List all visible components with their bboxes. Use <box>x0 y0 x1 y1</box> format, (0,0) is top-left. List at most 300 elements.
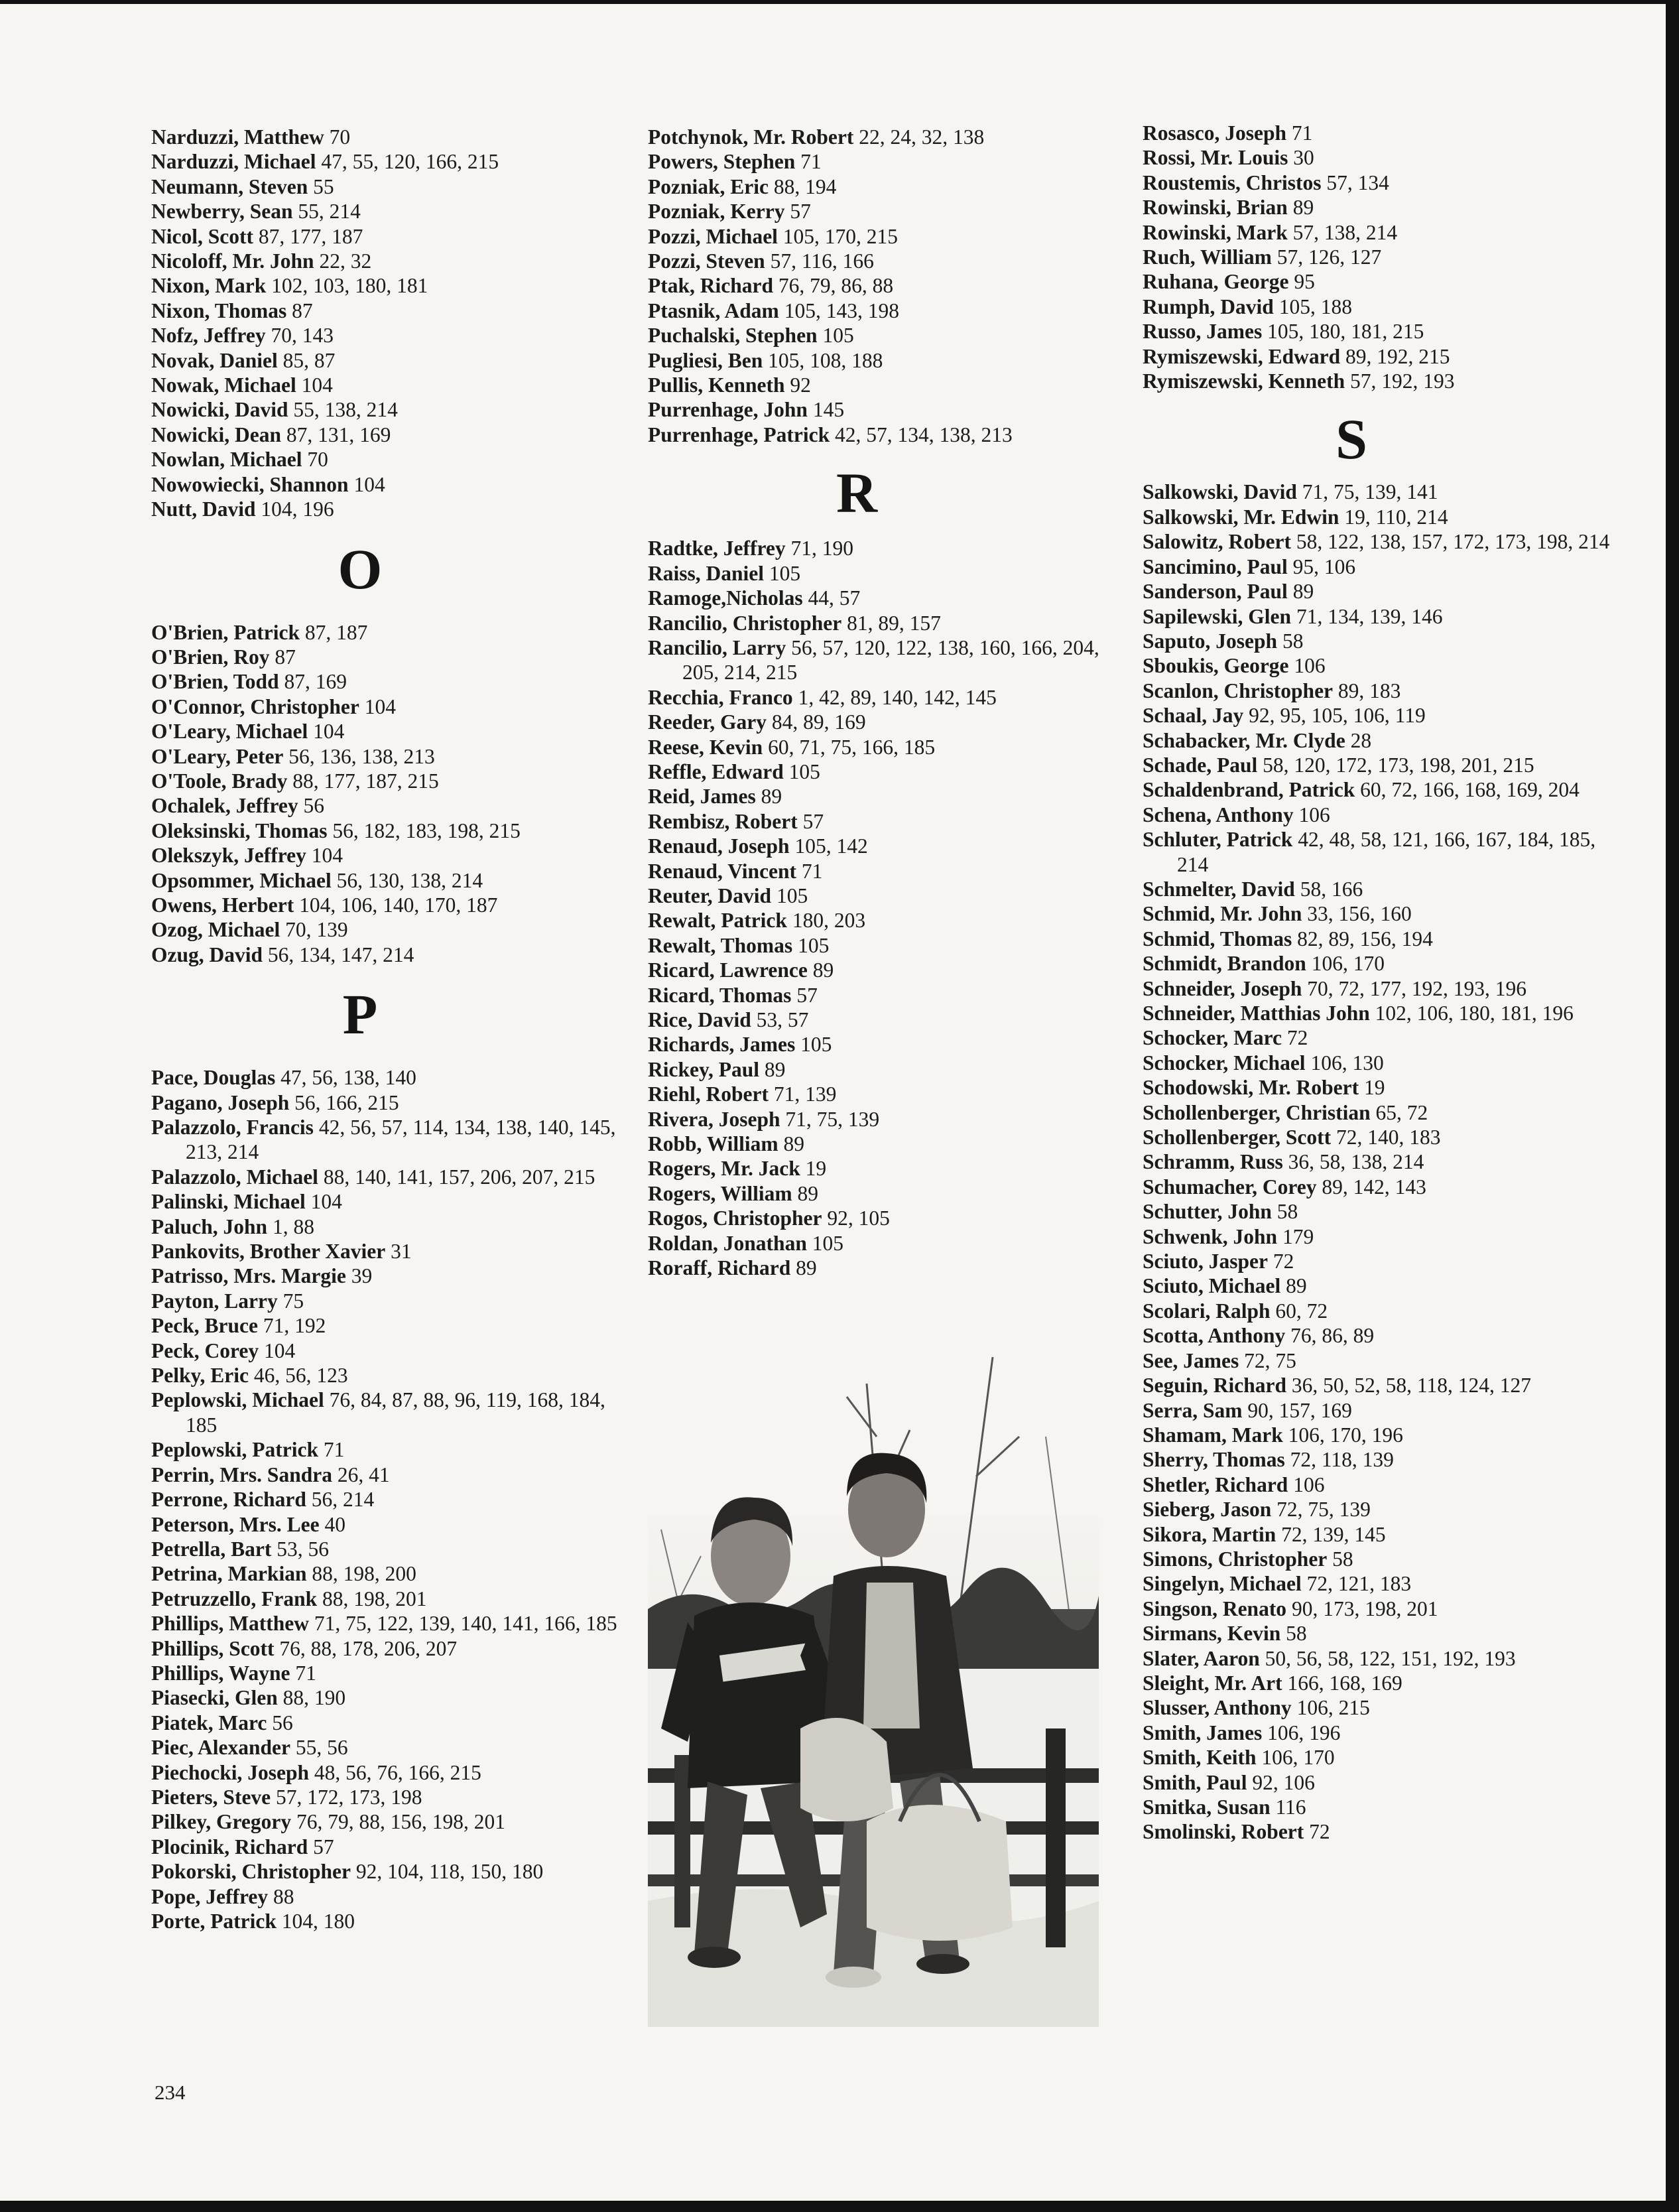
entry-pages: 47, 56, 138, 140 <box>280 1066 416 1090</box>
index-entry <box>1143 1472 1620 1497</box>
entry-pages: 71 <box>323 1438 345 1462</box>
entry-pages: 179 <box>1282 1224 1314 1248</box>
entry-name: O'Toole, Brady <box>151 769 288 793</box>
entry-name: Rogers, William <box>648 1181 792 1205</box>
entry-name: Smith, Keith <box>1143 1746 1257 1770</box>
index-entry <box>151 1835 629 1859</box>
index-entry <box>648 1231 1125 1256</box>
index-entry <box>151 1363 629 1388</box>
entry-name: Schneider, Joseph <box>1143 976 1302 1000</box>
index-entry <box>648 1057 1125 1082</box>
entry-pages: 104 <box>301 373 333 397</box>
entry-pages: 166, 168, 169 <box>1287 1671 1402 1695</box>
index-entry <box>151 1884 629 1909</box>
entry-pages: 70, 143 <box>271 324 334 348</box>
entry-pages: 95 <box>1294 270 1315 294</box>
index-entry <box>151 1065 629 1090</box>
entry-name: Puchalski, Stephen <box>648 324 818 348</box>
entry-pages: 56, 136, 138, 213 <box>288 744 435 768</box>
index-entry <box>648 586 1125 610</box>
entry-name: Smolinski, Robert <box>1143 1820 1304 1844</box>
entry-name: Sancimino, Paul <box>1143 554 1288 578</box>
index-entry <box>151 669 629 694</box>
entry-name: Ramoge,Nicholas <box>648 586 803 610</box>
index-entry <box>151 273 629 298</box>
index-entry <box>1143 604 1620 629</box>
index-entry <box>648 273 1125 298</box>
index-entry <box>151 249 629 273</box>
entry-name: Pozniak, Eric <box>648 174 769 198</box>
entry-pages: 1, 42, 89, 140, 142, 145 <box>798 685 997 709</box>
index-entry <box>151 447 629 472</box>
index-entry <box>1143 703 1620 728</box>
entry-name: Schena, Anthony <box>1143 803 1294 826</box>
index-entry <box>1143 1571 1620 1596</box>
entry-pages: 53, 57 <box>756 1008 809 1031</box>
entry-name: Rowinski, Brian <box>1143 196 1288 220</box>
entry-name: Petrella, Bart <box>151 1537 272 1561</box>
entry-name: Reid, James <box>648 785 756 809</box>
entry-name: Reffle, Edward <box>648 759 784 783</box>
entry-name: O'Leary, Peter <box>151 744 284 768</box>
entry-pages: 47, 55, 120, 166, 215 <box>321 150 499 174</box>
entry-name: Salkowski, David <box>1143 480 1297 504</box>
entry-pages: 88, 194 <box>773 174 837 198</box>
entry-name: Raiss, Daniel <box>648 561 765 585</box>
index-entry <box>151 1611 629 1636</box>
entry-pages: 105, 143, 198 <box>784 298 899 322</box>
entry-pages: 104, 196 <box>261 497 334 521</box>
index-entry <box>151 174 629 199</box>
entry-pages: 89, 192, 215 <box>1345 344 1450 368</box>
entry-name: Riehl, Robert <box>648 1082 769 1106</box>
entry-pages: 71 <box>800 150 822 174</box>
index-entry <box>648 908 1125 933</box>
index-entry <box>151 818 629 843</box>
entry-pages: 42, 57, 134, 138, 213 <box>835 423 1013 446</box>
entry-pages: 30 <box>1293 146 1314 170</box>
entry-name: Piatek, Marc <box>151 1711 267 1734</box>
index-entry <box>151 1214 629 1239</box>
index-entry <box>151 620 629 645</box>
index-entry <box>648 174 1125 199</box>
index-entry <box>1143 1795 1620 1819</box>
entry-name: Serra, Sam <box>1143 1398 1243 1422</box>
entry-pages: 87, 131, 169 <box>286 423 391 446</box>
entry-name: Salowitz, Robert <box>1143 530 1291 554</box>
index-entry <box>648 685 1125 710</box>
entry-name: Pozzi, Michael <box>648 224 778 248</box>
entry-name: O'Brien, Todd <box>151 670 279 694</box>
entry-pages: 1, 88 <box>272 1214 314 1238</box>
entry-pages: 44, 57 <box>808 586 861 610</box>
index-entry <box>1143 679 1620 703</box>
entry-name: Piechocki, Joseph <box>151 1760 310 1784</box>
entry-name: Pozzi, Steven <box>648 249 765 273</box>
entry-name: Rickey, Paul <box>648 1057 760 1081</box>
entry-pages: 104 <box>313 720 345 744</box>
index-entry <box>151 1388 629 1437</box>
entry-name: Sikora, Martin <box>1143 1522 1276 1546</box>
entry-name: Narduzzi, Matthew <box>151 125 324 149</box>
entry-name: O'Connor, Christopher <box>151 694 359 718</box>
index-entry <box>1143 1199 1620 1224</box>
index-entry <box>1143 529 1620 554</box>
entry-name: See, James <box>1143 1348 1239 1372</box>
entry-name: Scotta, Anthony <box>1143 1324 1286 1348</box>
entry-pages: 105 <box>822 324 854 348</box>
entry-name: Nixon, Thomas <box>151 298 287 322</box>
index-entry <box>1143 1745 1620 1770</box>
index-entry <box>151 125 629 149</box>
entry-name: Nicol, Scott <box>151 224 253 248</box>
entry-pages: 92, 95, 105, 106, 119 <box>1249 704 1426 728</box>
entry-pages: 70 <box>307 448 328 472</box>
entry-pages: 60, 71, 75, 166, 185 <box>768 735 936 759</box>
entry-name: Rancilio, Christopher <box>648 611 842 635</box>
entry-pages: 19 <box>1363 1076 1385 1100</box>
index-entry <box>1143 195 1620 220</box>
entry-pages: 36, 58, 138, 214 <box>1288 1150 1424 1174</box>
index-entry <box>648 536 1125 560</box>
entry-pages: 105, 108, 188 <box>768 348 883 372</box>
index-entry <box>1143 1770 1620 1795</box>
entry-name: Peplowski, Michael <box>151 1388 324 1412</box>
entry-pages: 56, 130, 138, 214 <box>336 868 483 892</box>
entry-pages: 71 <box>295 1661 316 1685</box>
index-column-right <box>1143 121 1620 1845</box>
index-entry <box>151 1785 629 1809</box>
index-entry <box>151 1685 629 1710</box>
index-entry <box>648 561 1125 586</box>
entry-name: Roustemis, Christos <box>1143 170 1322 194</box>
entry-pages: 180, 203 <box>792 909 866 933</box>
entry-name: Pankovits, Brother Xavier <box>151 1240 386 1264</box>
entry-pages: 39 <box>351 1264 373 1288</box>
index-entry <box>151 1661 629 1685</box>
entry-name: Schaal, Jay <box>1143 704 1244 728</box>
entry-pages: 19, 110, 214 <box>1344 505 1448 529</box>
entry-pages: 57, 192, 193 <box>1350 369 1455 393</box>
entry-pages: 22, 32 <box>319 249 372 273</box>
entry-name: Singson, Renato <box>1143 1596 1287 1620</box>
entry-pages: 55, 138, 214 <box>293 398 398 422</box>
entry-name: Rewalt, Patrick <box>648 909 787 933</box>
entry-pages: 95, 106 <box>1292 554 1356 578</box>
entry-name: Porte, Patrick <box>151 1910 277 1933</box>
entry-name: Ochalek, Jeffrey <box>151 794 298 818</box>
entry-pages: 57 <box>802 809 824 833</box>
entry-pages: 105 <box>776 883 808 907</box>
index-entry <box>648 397 1125 422</box>
entry-pages: 60, 72 <box>1275 1299 1328 1323</box>
entry-name: Nowak, Michael <box>151 373 296 397</box>
entry-name: Schramm, Russ <box>1143 1150 1283 1174</box>
entry-name: Peplowski, Patrick <box>151 1438 318 1462</box>
index-entry <box>151 348 629 373</box>
entry-name: Schollenberger, Christian <box>1143 1100 1371 1124</box>
entry-name: Perrin, Mrs. Sandra <box>151 1463 332 1486</box>
entry-pages: 56 <box>272 1711 293 1734</box>
index-entry <box>1143 1149 1620 1174</box>
entry-pages: 106, 130 <box>1310 1051 1384 1074</box>
entry-name: Rewalt, Thomas <box>648 933 793 957</box>
index-entry <box>648 958 1125 982</box>
entry-pages: 28 <box>1350 728 1372 752</box>
index-entry <box>1143 505 1620 529</box>
entry-name: Narduzzi, Michael <box>151 150 316 174</box>
index-entry <box>648 224 1125 249</box>
index-entry <box>151 943 629 967</box>
entry-pages: 70, 72, 177, 192, 193, 196 <box>1307 976 1527 1000</box>
entry-pages: 46, 56, 123 <box>253 1364 348 1388</box>
entry-pages: 33, 156, 160 <box>1307 902 1412 926</box>
entry-name: Paluch, John <box>151 1214 268 1238</box>
index-entry <box>151 1239 629 1264</box>
entry-pages: 57, 134 <box>1326 170 1389 194</box>
entry-pages: 89, 183 <box>1337 679 1401 702</box>
entry-pages: 105 <box>769 561 801 585</box>
index-entry <box>151 1561 629 1586</box>
entry-pages: 57 <box>313 1835 334 1858</box>
entry-pages: 57 <box>796 983 818 1007</box>
index-entry <box>648 125 1125 149</box>
entry-pages: 72, 121, 183 <box>1306 1572 1412 1596</box>
entry-pages: 105, 142 <box>794 834 868 858</box>
index-entry <box>1143 1522 1620 1547</box>
index-entry <box>1143 1348 1620 1373</box>
entry-name: Schocker, Marc <box>1143 1026 1282 1050</box>
index-entry <box>151 1636 629 1661</box>
entry-name: Sleight, Mr. Art <box>1143 1671 1282 1695</box>
index-entry <box>648 933 1125 958</box>
entry-name: Palazzolo, Francis <box>151 1116 314 1139</box>
entry-pages: 76, 88, 178, 206, 207 <box>279 1636 458 1660</box>
index-entry <box>648 249 1125 273</box>
index-entry <box>151 1711 629 1735</box>
entry-name: Shamam, Mark <box>1143 1423 1283 1447</box>
index-entry <box>1143 1051 1620 1075</box>
entry-pages: 89 <box>812 958 834 982</box>
entry-name: Schwenk, John <box>1143 1224 1278 1248</box>
index-entry <box>151 1587 629 1611</box>
index-entry <box>151 893 629 917</box>
entry-name: Ptasnik, Adam <box>648 298 779 322</box>
entry-name: Sapilewski, Glen <box>1143 604 1292 628</box>
index-entry <box>151 645 629 669</box>
entry-name: Pagano, Joseph <box>151 1090 290 1114</box>
index-entry <box>1143 1423 1620 1447</box>
entry-name: Renaud, Vincent <box>648 859 797 883</box>
entry-name: Ricard, Lawrence <box>648 958 808 982</box>
index-entry <box>151 868 629 893</box>
entry-pages: 145 <box>812 398 845 422</box>
entry-name: Rossi, Mr. Louis <box>1143 146 1288 170</box>
entry-pages: 106 <box>1298 803 1330 826</box>
entry-name: O'Leary, Michael <box>151 720 308 744</box>
entry-name: Phillips, Wayne <box>151 1661 290 1685</box>
entry-pages: 84, 89, 169 <box>771 710 866 734</box>
index-entry <box>1143 1323 1620 1348</box>
entry-name: Olekszyk, Jeffrey <box>151 844 306 868</box>
entry-pages: 81, 89, 157 <box>847 611 941 635</box>
entry-name: Newberry, Sean <box>151 200 293 224</box>
index-entry <box>1143 554 1620 579</box>
entry-pages: 89 <box>1286 1274 1307 1298</box>
index-entry <box>1143 1721 1620 1745</box>
index-entry <box>1143 827 1620 877</box>
index-entry <box>648 834 1125 858</box>
index-entry <box>151 397 629 422</box>
entry-name: Nowlan, Michael <box>151 448 302 472</box>
index-entry <box>1143 1075 1620 1100</box>
index-entry <box>1143 901 1620 926</box>
index-entry <box>151 744 629 769</box>
entry-name: O'Brien, Roy <box>151 645 270 669</box>
entry-pages: 106, 170, 196 <box>1288 1423 1403 1447</box>
entry-name: Plocinik, Richard <box>151 1835 308 1858</box>
entry-pages: 104, 106, 140, 170, 187 <box>299 893 498 917</box>
entry-name: Peck, Corey <box>151 1338 259 1362</box>
entry-name: Oleksinski, Thomas <box>151 818 328 842</box>
entry-pages: 60, 72, 166, 168, 169, 204 <box>1360 778 1580 802</box>
index-entry <box>648 735 1125 759</box>
entry-pages: 57, 138, 214 <box>1292 220 1398 244</box>
entry-name: Shetler, Richard <box>1143 1472 1288 1496</box>
entry-pages: 48, 56, 76, 166, 215 <box>314 1760 481 1784</box>
entry-name: Rivera, Joseph <box>648 1107 780 1131</box>
index-entry <box>1143 1125 1620 1149</box>
entry-name: Nicoloff, Mr. John <box>151 249 314 273</box>
index-entry <box>648 1156 1125 1181</box>
entry-name: Rumph, David <box>1143 294 1274 318</box>
entry-pages: 53, 56 <box>277 1537 329 1561</box>
entry-name: Schollenberger, Scott <box>1143 1126 1332 1149</box>
index-entry <box>151 843 629 868</box>
entry-pages: 56 <box>303 794 324 818</box>
entry-name: Roldan, Jonathan <box>648 1231 807 1255</box>
entry-pages: 57, 172, 173, 198 <box>276 1785 422 1809</box>
index-entry <box>1143 1621 1620 1646</box>
entry-pages: 71, 190 <box>790 537 853 560</box>
entry-pages: 58, 122, 138, 157, 172, 173, 198, 214 <box>1296 530 1610 554</box>
index-entry <box>1143 1299 1620 1323</box>
index-entry <box>1143 976 1620 1001</box>
entry-pages: 71, 192 <box>263 1314 326 1338</box>
entry-name: Pelky, Eric <box>151 1364 249 1388</box>
index-entry <box>1143 1596 1620 1621</box>
entry-name: Nixon, Mark <box>151 274 267 298</box>
entry-name: Sanderson, Paul <box>1143 580 1288 604</box>
index-entry <box>1143 220 1620 245</box>
entry-pages: 70, 139 <box>285 918 348 942</box>
index-entry <box>648 611 1125 635</box>
entry-name: Schaldenbrand, Patrick <box>1143 778 1355 802</box>
entry-pages: 89, 142, 143 <box>1322 1175 1426 1199</box>
entry-pages: 55, 214 <box>298 200 361 224</box>
entry-pages: 104 <box>364 694 397 718</box>
index-entry <box>648 809 1125 834</box>
entry-pages: 106, 170 <box>1261 1746 1335 1770</box>
index-entry <box>151 1735 629 1760</box>
entry-name: Schumacher, Corey <box>1143 1175 1317 1199</box>
entry-pages: 19 <box>805 1157 827 1181</box>
entry-name: Phillips, Matthew <box>151 1612 310 1636</box>
entry-pages: 82, 89, 156, 194 <box>1297 927 1433 950</box>
entry-pages: 72, 118, 139 <box>1290 1448 1394 1472</box>
entry-pages: 76, 79, 88, 156, 198, 201 <box>296 1810 506 1834</box>
entry-pages: 75 <box>282 1289 304 1313</box>
entry-pages: 58, 120, 172, 173, 198, 201, 215 <box>1263 753 1534 777</box>
entry-pages: 89 <box>1292 580 1314 604</box>
entry-name: Peterson, Mrs. Lee <box>151 1512 320 1536</box>
entry-pages: 89 <box>764 1057 786 1081</box>
index-entry <box>1143 1025 1620 1050</box>
entry-name: Sirmans, Kevin <box>1143 1622 1281 1646</box>
index-entry <box>151 1115 629 1165</box>
entry-name: Reese, Kevin <box>648 735 763 759</box>
entry-name: Schluter, Patrick <box>1143 828 1293 852</box>
entry-pages: 87 <box>275 645 296 669</box>
index-entry <box>151 1165 629 1189</box>
entry-name: Pozniak, Kerry <box>648 200 785 224</box>
entry-name: Schabacker, Mr. Clyde <box>1143 728 1345 752</box>
index-column-middle <box>648 125 1125 1280</box>
entry-name: Smith, Paul <box>1143 1770 1247 1794</box>
entry-name: Rymiszewski, Edward <box>1143 344 1341 368</box>
index-entry <box>1143 145 1620 170</box>
index-entry <box>1143 170 1620 195</box>
entry-name: Nofz, Jeffrey <box>151 324 266 348</box>
entry-name: Schocker, Michael <box>1143 1051 1306 1074</box>
entry-name: Ricard, Thomas <box>648 983 792 1007</box>
index-entry <box>151 1809 629 1834</box>
entry-name: Phillips, Scott <box>151 1636 275 1660</box>
entry-pages: 106 <box>1294 654 1326 678</box>
entry-name: Opsommer, Michael <box>151 868 332 892</box>
entry-name: Slater, Aaron <box>1143 1646 1260 1670</box>
entry-name: Petruzzello, Frank <box>151 1587 318 1610</box>
index-entry <box>1143 877 1620 901</box>
entry-name: Potchynok, Mr. Robert <box>648 125 854 149</box>
entry-pages: 106 <box>1293 1472 1325 1496</box>
entry-name: Schmidt, Brandon <box>1143 952 1306 976</box>
entry-pages: 70 <box>329 125 351 149</box>
entry-pages: 57, 126, 127 <box>1276 245 1382 269</box>
entry-pages: 72, 75 <box>1244 1348 1296 1372</box>
entry-pages: 42, 48, 58, 121, 166, 167, 184, 185, 214 <box>1177 828 1596 876</box>
entry-name: Ruch, William <box>1143 245 1272 269</box>
index-entry <box>648 298 1125 323</box>
entry-name: Robb, William <box>648 1132 778 1156</box>
entry-pages: 90, 173, 198, 201 <box>1291 1596 1438 1620</box>
index-entry <box>1143 1001 1620 1025</box>
entry-pages: 102, 106, 180, 181, 196 <box>1375 1002 1574 1025</box>
index-entry <box>1143 1398 1620 1423</box>
index-entry <box>1143 728 1620 753</box>
entry-name: Nowowiecki, Shannon <box>151 472 349 496</box>
index-entry <box>648 1256 1125 1280</box>
entry-pages: 71, 75, 122, 139, 140, 141, 166, 185 <box>314 1612 617 1636</box>
entry-name: Richards, James <box>648 1033 796 1057</box>
entry-pages: 40 <box>324 1512 346 1536</box>
entry-pages: 105 <box>800 1033 832 1057</box>
entry-pages: 76, 84, 87, 88, 96, 119, 168, 184, 185 <box>186 1388 605 1437</box>
entry-name: Pilkey, Gregory <box>151 1810 292 1834</box>
entry-name: Nowicki, David <box>151 398 288 422</box>
index-entry <box>1143 344 1620 369</box>
index-entry <box>648 1032 1125 1057</box>
